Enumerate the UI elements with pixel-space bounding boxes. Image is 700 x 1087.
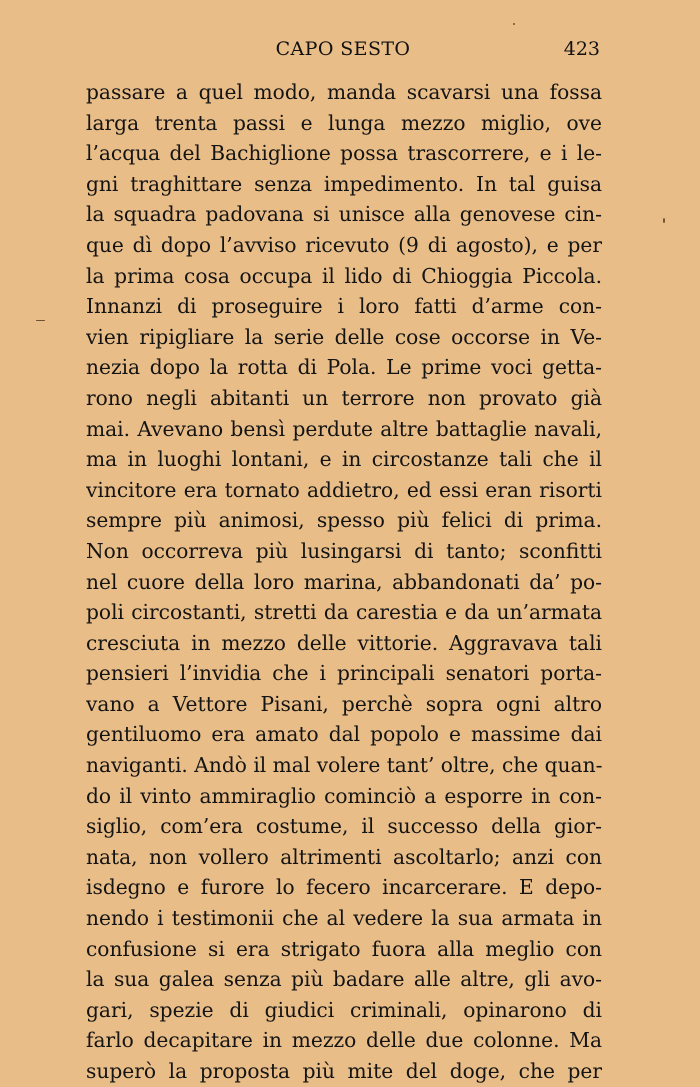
text-line: isdegno e furore lo fecero incarcerare. E depo- xyxy=(86,875,602,900)
text-line: rono negli abitanti un terrore non provato già xyxy=(86,385,602,410)
text-line: passare a quel modo, manda scavarsi una fossa xyxy=(86,80,602,104)
text-line: larga trenta passi e lunga mezzo miglio, ove xyxy=(86,110,602,135)
text-line: gari, spezie di giudici criminali, opinarono di xyxy=(86,997,602,1022)
body-text xyxy=(86,77,602,1087)
text-line: vien ripigliare la serie delle cose occorse in Ve- xyxy=(86,324,602,349)
paper-speck xyxy=(36,320,45,321)
text-line: que dì dopo l’avviso ricevuto (9 di agosto), e per xyxy=(86,232,602,257)
running-title: CAPO SESTO xyxy=(275,38,411,60)
text-line: Non occorreva più lusingarsi di tanto; sconfitti xyxy=(86,538,602,563)
text-line: cresciuta in mezzo delle vittorie. Aggravava tali xyxy=(86,630,602,655)
text-line: do il vinto ammiraglio cominciò a esporre in con- xyxy=(86,783,602,808)
running-head xyxy=(86,38,600,66)
text-line: superò la proposta più mite del doge, che per xyxy=(86,1059,602,1083)
text-line: nendo i testimonii che al vedere la sua armata in xyxy=(86,906,602,931)
paper-speck xyxy=(513,23,515,25)
text-line: la sua galea senza più badare alle altre, gli avo- xyxy=(86,967,602,992)
text-line: Innanzi di proseguire i loro fatti d’arme con- xyxy=(86,294,602,319)
text-line: vano a Vettore Pisani, perchè sopra ogni altro xyxy=(86,691,602,716)
text-line: la prima cosa occupa il lido di Chioggia Piccola. xyxy=(86,263,602,288)
page-number: 423 xyxy=(563,38,600,60)
text-line: mai. Avevano bensì perdute altre battaglie navali, xyxy=(86,416,602,441)
text-line: nel cuore della loro marina, abbandonati da’ po- xyxy=(86,569,602,594)
text-line: farlo decapitare in mezzo delle due colonne. Ma xyxy=(86,1028,602,1053)
text-line: gni traghittare senza impedimento. In tal guisa xyxy=(86,171,602,196)
text-line: la squadra padovana si unisce alla genovese cin- xyxy=(86,202,602,227)
text-line: ma in luoghi lontani, e in circostanze tali che il xyxy=(86,447,602,472)
text-line: pensieri l’invidia che i principali senatori porta- xyxy=(86,661,602,686)
text-line: nezia dopo la rotta di Pola. Le prime voci getta- xyxy=(86,355,602,380)
text-line: confusione si era strigato fuora alla meglio con xyxy=(86,936,602,961)
text-line: poli circostanti, stretti da carestia e da un’armata xyxy=(86,600,602,625)
text-line: sempre più animosi, spesso più felici di prima. xyxy=(86,508,602,533)
text-line: nata, non vollero altrimenti ascoltarlo; anzi con xyxy=(86,844,602,869)
text-line: l’acqua del Bachiglione possa trascorrere, e i le- xyxy=(86,141,602,166)
text-line: siglio, com’era costume, il successo della gior- xyxy=(86,814,602,839)
text-line: naviganti. Andò il mal volere tant’ oltre, che quan- xyxy=(86,753,602,778)
text-line: gentiluomo era amato dal popolo e massime dai xyxy=(86,722,602,747)
paper-speck xyxy=(663,218,665,223)
text-line: vincitore era tornato addietro, ed essi eran risorti xyxy=(86,477,602,502)
